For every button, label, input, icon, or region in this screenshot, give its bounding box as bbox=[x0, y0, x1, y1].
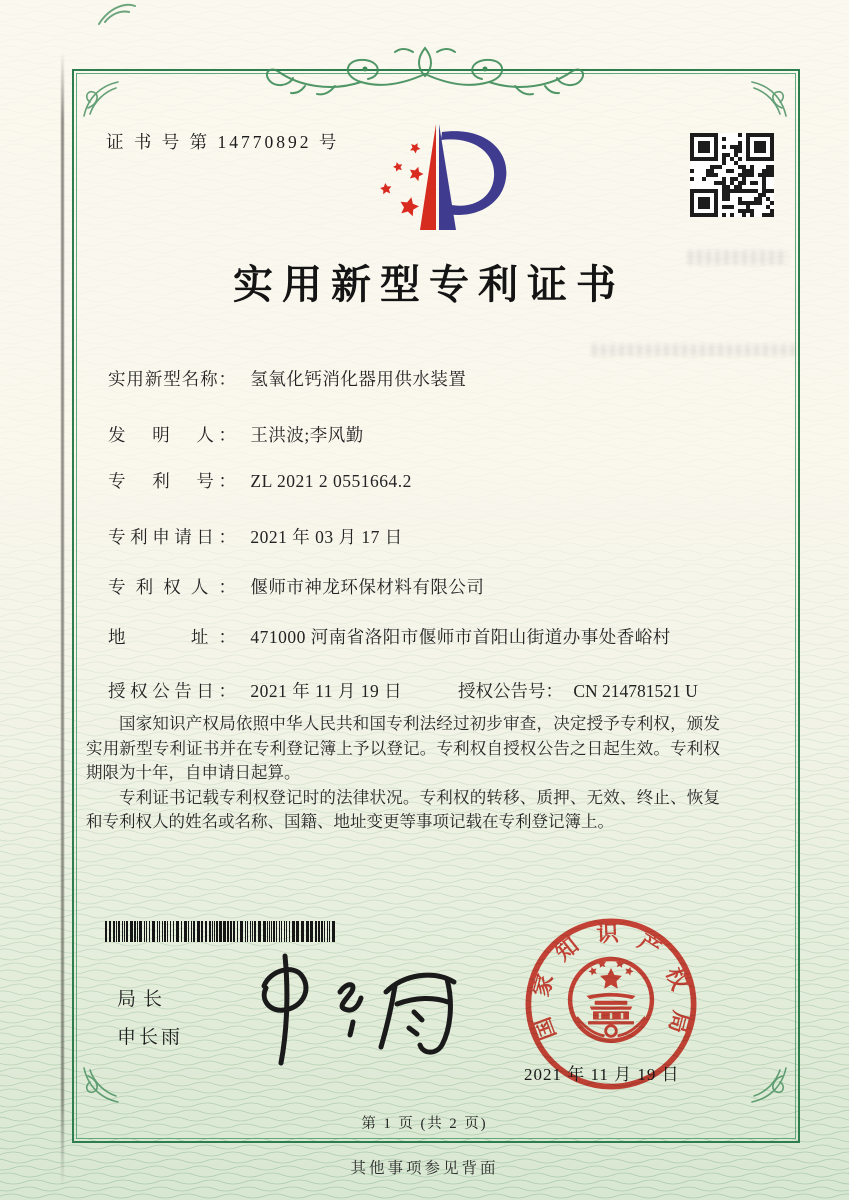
body-paragraph-1: 国家知识产权局依照中华人民共和国专利法经过初步审查，决定授予专利权，颁发实用新型专利证书并在专利登记簿上予以登记。专利权自授权公告之日起生效。专利权期限为十年，自申请日起算。 bbox=[86, 714, 720, 782]
field-label: 专利申请日： bbox=[108, 527, 236, 547]
back-note: 其他事项参见背面 bbox=[350, 1160, 499, 1177]
barcode bbox=[105, 921, 337, 942]
grant-date-cell bbox=[108, 678, 402, 703]
field-value: ZL 2021 2 0551664.2 bbox=[250, 471, 412, 491]
certificate-body bbox=[86, 712, 720, 835]
field-row-inventor bbox=[108, 422, 364, 447]
field-row-patent-number bbox=[108, 468, 412, 493]
commissioner-name: 申长雨 bbox=[117, 1027, 184, 1048]
field-row-filing-date bbox=[108, 524, 403, 549]
border-corner-ornament bbox=[78, 76, 122, 120]
certificate-number: 证 书 号 第 14770892 号 bbox=[106, 132, 340, 152]
field-row-name bbox=[108, 366, 466, 391]
grant-date-value: 2021 年 11 月 19 日 bbox=[250, 681, 403, 701]
border-ornament-top bbox=[235, 42, 615, 106]
grant-number-cell bbox=[458, 678, 698, 703]
field-value: 王洪波;李风勤 bbox=[250, 425, 364, 445]
field-value: 偃师市神龙环保材料有限公司 bbox=[250, 577, 485, 597]
commissioner-title: 局长 bbox=[117, 989, 170, 1010]
field-value: 471000 河南省洛阳市偃师市首阳山街道办事处香峪村 bbox=[250, 627, 671, 647]
national-emblem bbox=[570, 959, 652, 1041]
field-row-patentee bbox=[108, 574, 484, 599]
show-through-smudge bbox=[592, 344, 795, 356]
logo-wedge-red bbox=[420, 124, 436, 230]
field-label: 专 利 号： bbox=[108, 471, 236, 491]
field-label: 专利权人： bbox=[108, 577, 236, 597]
grant-number-value: CN 214781521 U bbox=[573, 681, 698, 701]
border-corner-ornament bbox=[78, 1064, 122, 1108]
field-row-address bbox=[108, 624, 671, 649]
cnipa-logo-icon bbox=[352, 116, 534, 238]
handwritten-signature-icon bbox=[236, 946, 476, 1066]
field-label: 地 址： bbox=[108, 627, 236, 647]
border-corner-ornament bbox=[748, 76, 792, 120]
qr-code bbox=[690, 133, 774, 217]
certificate-title: 实用新型专利证书 bbox=[233, 262, 625, 307]
seal-text: 国家知识产权局 bbox=[528, 920, 695, 1044]
seal-date: 2021 年 11 月 19 日 bbox=[524, 1065, 680, 1084]
body-paragraph-2: 专利证书记载专利权登记时的法律状况。专利权的转移、质押、无效、终止、恢复和专利权人的姓名或名称、国籍、地址变更等事项记载在专利登记簿上。 bbox=[86, 787, 720, 831]
scan-edge-shadow bbox=[61, 52, 64, 1187]
field-label: 发 明 人： bbox=[108, 425, 236, 445]
logo-stars bbox=[380, 142, 426, 217]
page-number: 第 1 页 (共 2 页) bbox=[361, 1116, 488, 1132]
field-value: 2021 年 03 月 17 日 bbox=[250, 527, 403, 547]
field-label: 实用新型名称： bbox=[108, 369, 236, 389]
field-value: 氢氧化钙消化器用供水装置 bbox=[250, 369, 467, 389]
border-corner-ornament bbox=[748, 1064, 792, 1108]
grant-date-label: 授权公告日： bbox=[108, 681, 236, 701]
scan-edge-ornament bbox=[95, 0, 139, 26]
grant-number-label: 授权公告号： bbox=[458, 681, 563, 701]
